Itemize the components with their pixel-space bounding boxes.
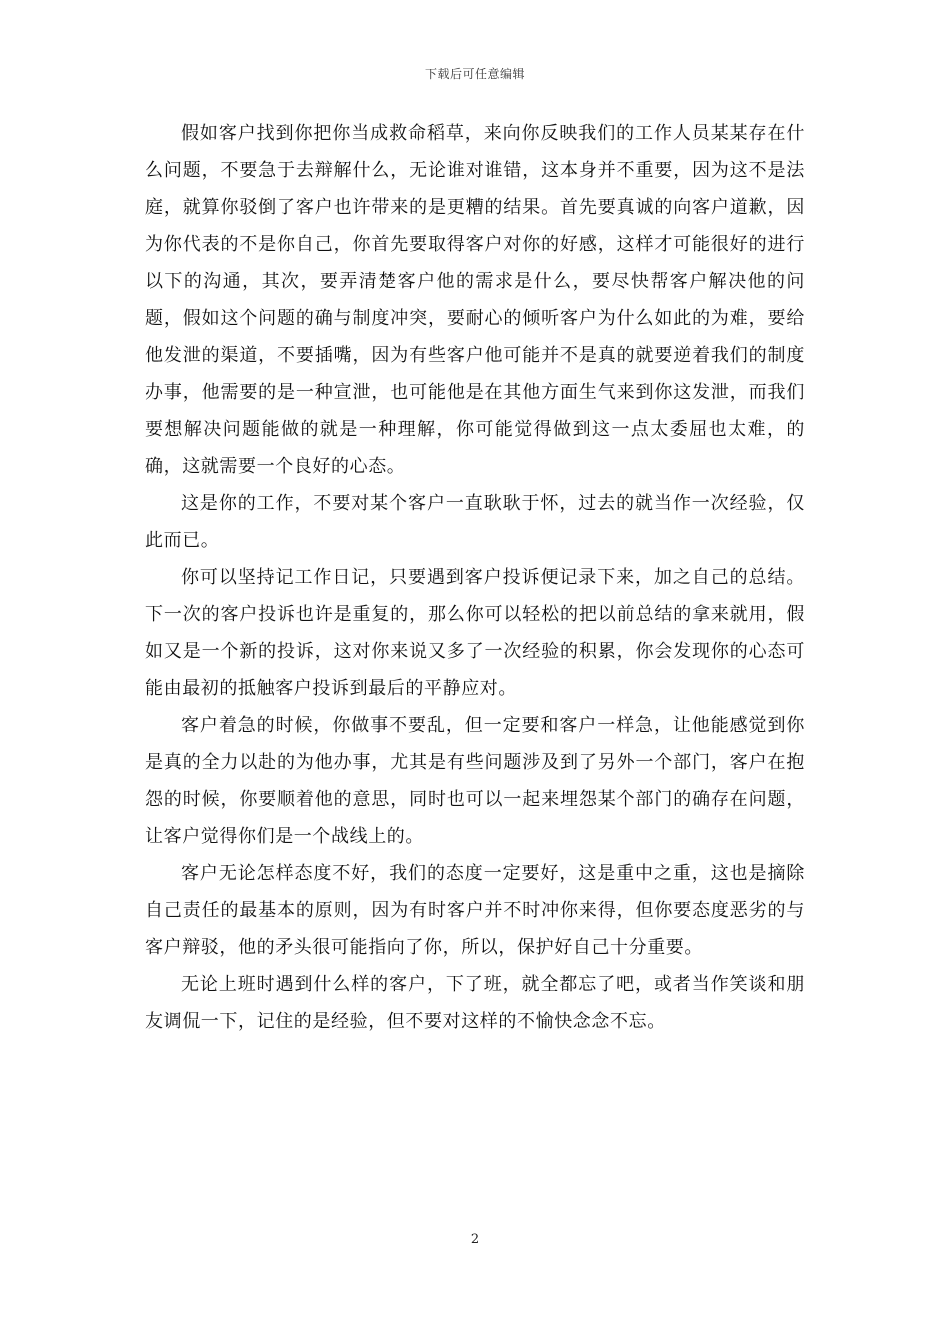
- paragraph: 假如客户找到你把你当成救命稻草，来向你反映我们的工作人员某某存在什么问题，不要急于去辩解什么，无论谁对谁错，这本身并不重要，因为这不是法庭，就算你驳倒了客户也许带来的是更糟的结果。首先要真诚的向客户道歉，因为你代表的不是你自己，你首先要取得客户对你的好感，这样才可能很好的进行以下的沟通，其次，要弄清楚客户他的需求是什么，要尽快帮客户解决他的问题，假如这个问题的确与制度冲突，要耐心的倾听客户为什么如此的为难，要给他发泄的渠道，不要插嘴，因为有些客户他可能并不是真的就要逆着我们的制度办事，他需要的是一种宣泄，也可能他是在其他方面生气来到你这发泄，而我们要想解决问题能做的就是一种理解，你可能觉得做到这一点太委屈也太难，的确，这就需要一个良好的心态。: [145, 123, 805, 477]
- page-number: 2: [470, 1232, 480, 1247]
- paragraph: 无论上班时遇到什么样的客户，下了班，就全都忘了吧，或者当作笑谈和朋友调侃一下，记住的是经验，但不要对这样的不愉快念念不忘。: [145, 974, 805, 1032]
- paragraph: 客户着急的时候，你做事不要乱，但一定要和客户一样急，让他能感觉到你是真的全力以赴的为他办事，尤其是有些问题涉及到了另外一个部门，客户在抱怨的时候，你要顺着他的意思，同时也可以一起来埋怨某个部门的确存在问题，让客户觉得你们是一个战线上的。: [145, 715, 805, 847]
- paragraph: 客户无论怎样态度不好，我们的态度一定要好，这是重中之重，这也是摘除自己责任的最基本的原则，因为有时客户并不时冲你来得，但你要态度恶劣的与客户辩驳，他的矛头很可能指向了你，所以，保护好自己十分重要。: [145, 863, 805, 958]
- paragraph: 你可以坚持记工作日记，只要遇到客户投诉便记录下来，加之自己的总结。下一次的客户投诉也许是重复的，那么你可以轻松的把以前总结的拿来就用，假如又是一个新的投诉，这对你来说又多了一次经验的积累，你会发现你的心态可能由最初的抵触客户投诉到最后的平静应对。: [145, 567, 805, 699]
- page-header: 下载后可任意编辑: [424, 67, 525, 81]
- document-body: [145, 115, 805, 1040]
- paragraph: 这是你的工作，不要对某个客户一直耿耿于怀，过去的就当作一次经验，仅此而已。: [145, 493, 805, 551]
